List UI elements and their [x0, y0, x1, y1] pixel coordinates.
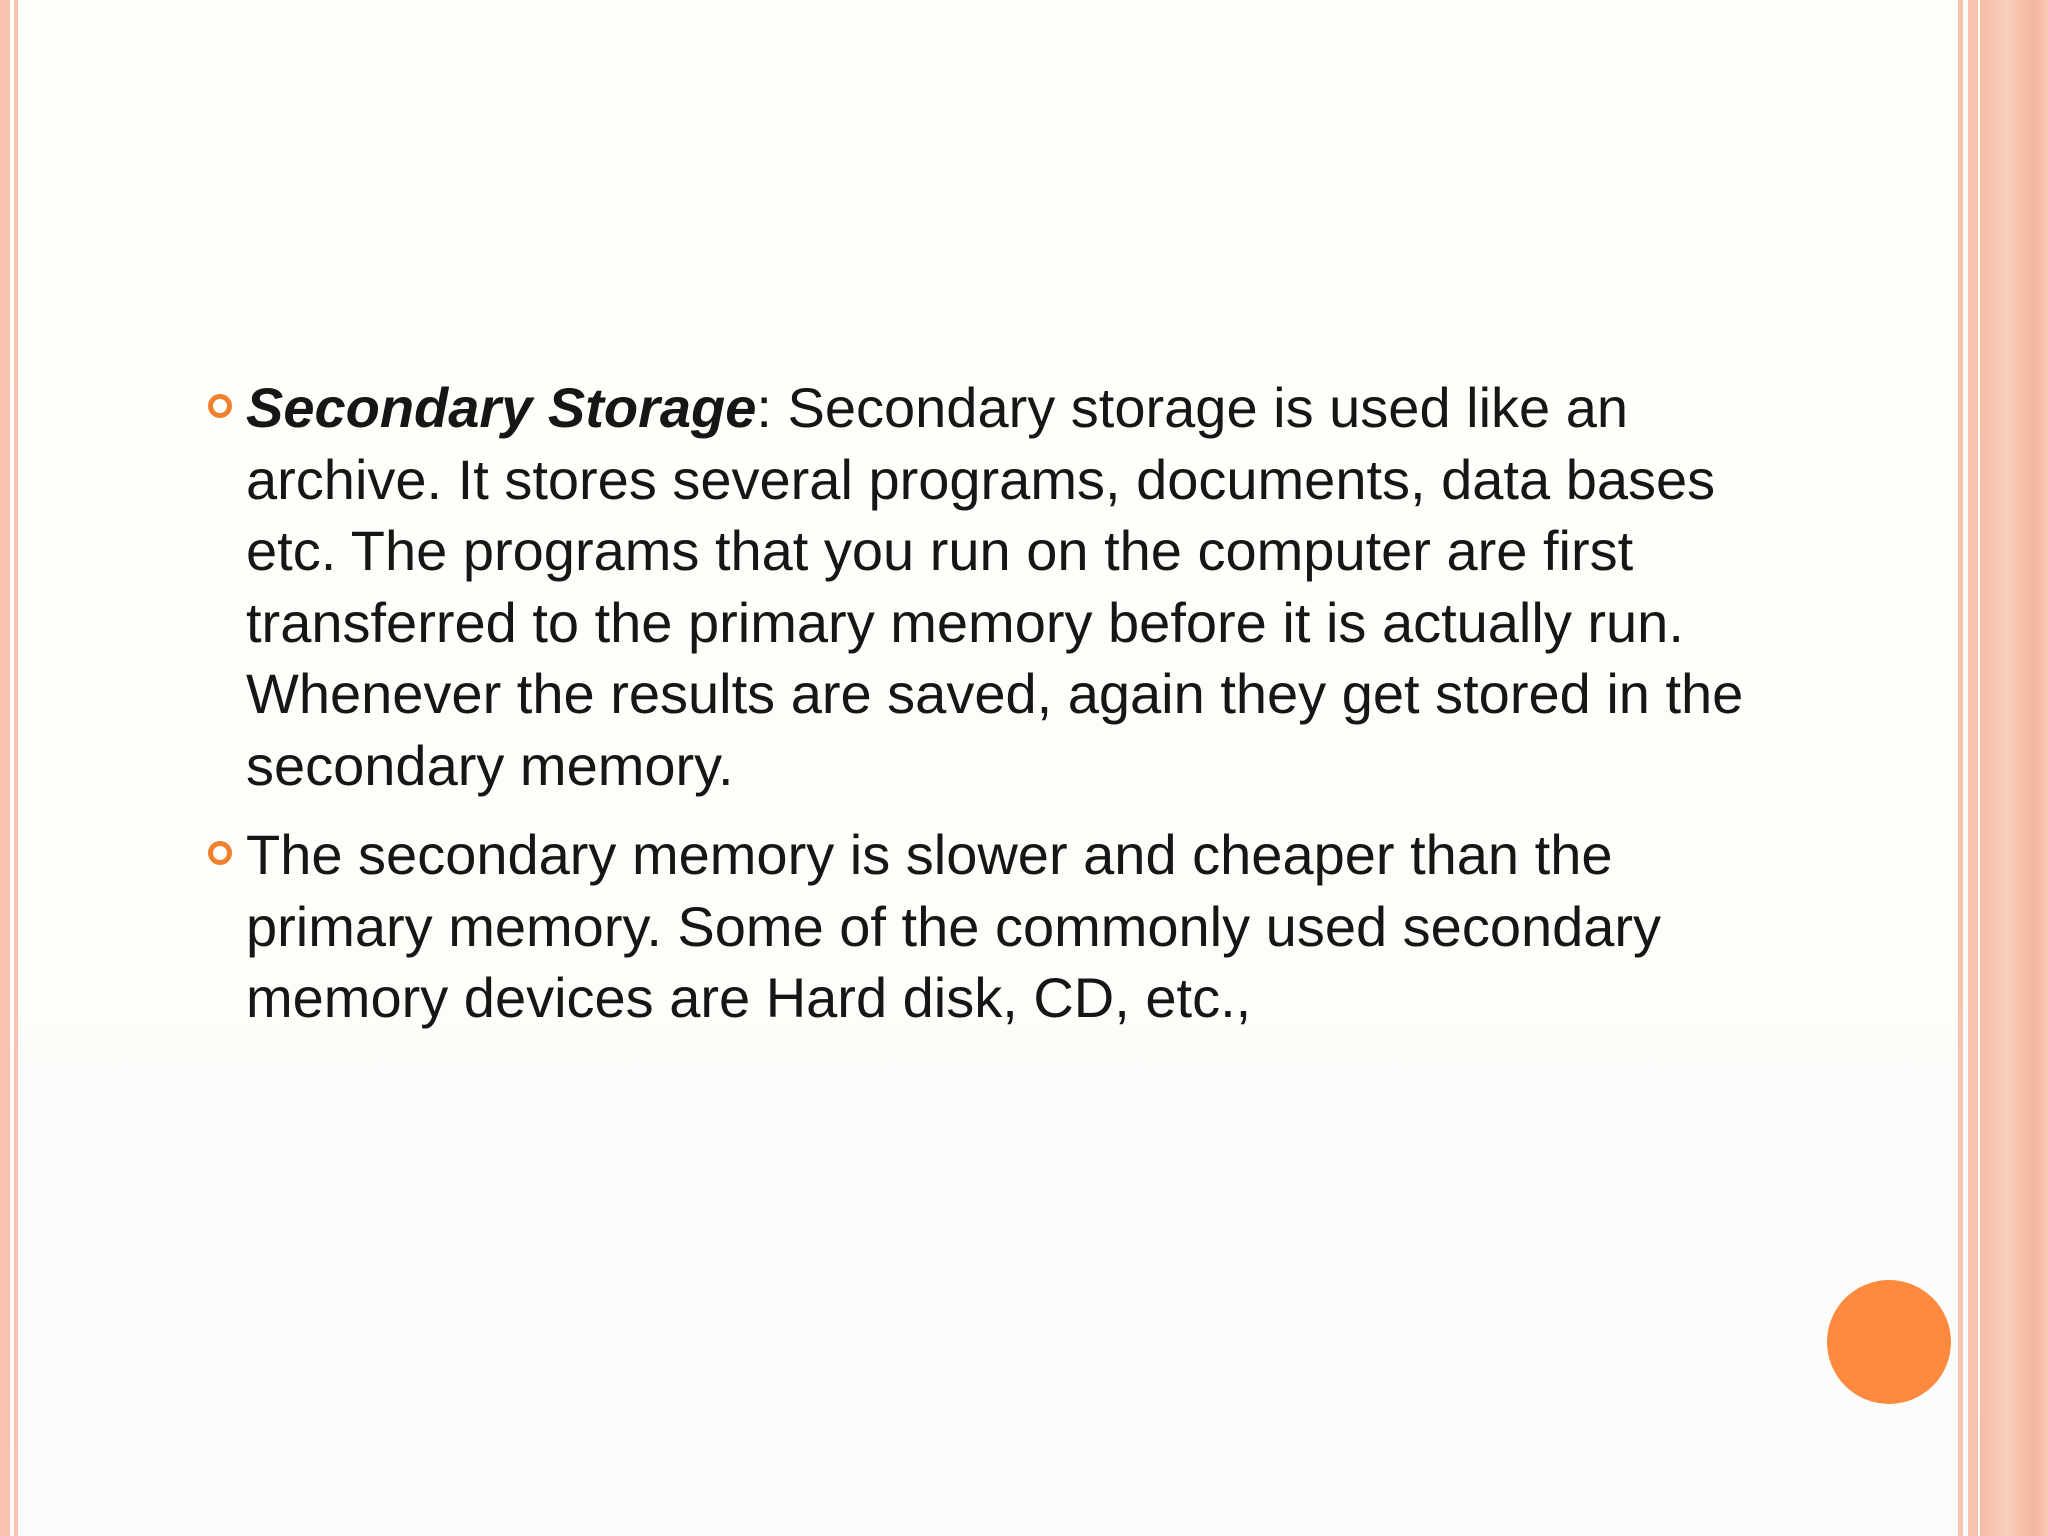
- bullet-circle-icon: [208, 841, 232, 865]
- bullet-item: [208, 372, 1768, 801]
- bullet-text: : Secondary storage is used like an archive. It stores several programs, documents, data bases etc. The programs that you run on the computer are first transferred to the primary memory before it is actually run. Whenever the results are saved, again they get stored in the secondary memory.: [246, 376, 1744, 797]
- right-border-stripe: [1968, 0, 1978, 1536]
- bullet-term: Secondary Storage: [246, 376, 757, 439]
- slide-body: [208, 372, 1768, 1052]
- right-border-stripe: [1958, 0, 1963, 1536]
- bullet-circle-icon: [208, 394, 232, 418]
- left-border-stripe: [14, 0, 18, 1536]
- right-border-band: [1980, 0, 2048, 1536]
- bullet-item: [208, 819, 1768, 1034]
- decorative-circle-icon: [1827, 1280, 1951, 1404]
- bullet-text: The secondary memory is slower and cheaper than the primary memory. Some of the commonly used secondary memory devices are Hard disk, CD, etc.,: [246, 823, 1662, 1029]
- left-border-stripe: [0, 0, 10, 1536]
